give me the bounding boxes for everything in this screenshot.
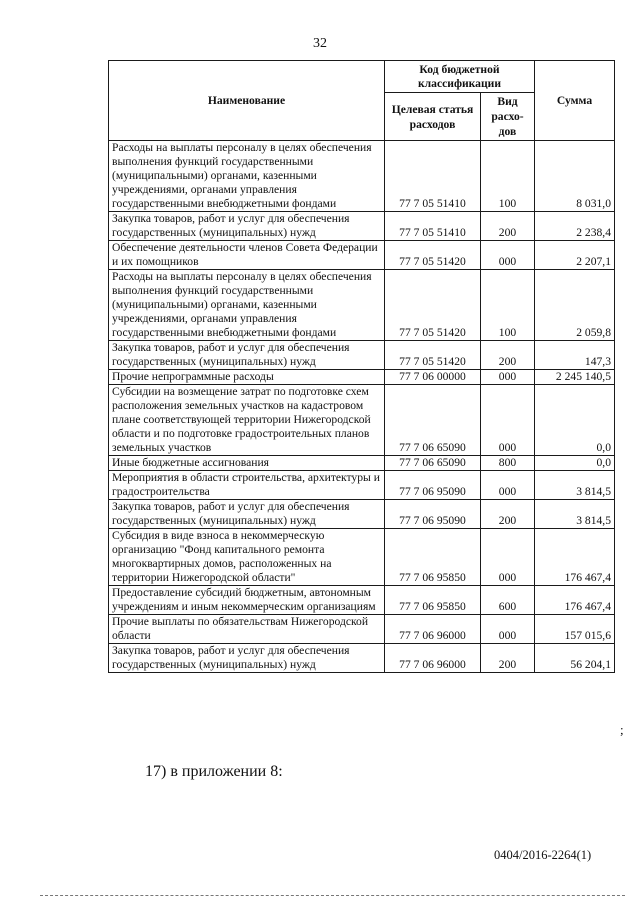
row-expense-type: 200 <box>481 644 535 673</box>
table-row <box>109 471 615 500</box>
row-expense-type: 200 <box>481 341 535 370</box>
row-expense-type: 000 <box>481 241 535 270</box>
table-row <box>109 212 615 241</box>
row-expense-type: 000 <box>481 385 535 456</box>
row-name: Закупка товаров, работ и услуг для обеспечения государственных (муниципальных) нужд <box>109 500 385 529</box>
row-name: Расходы на выплаты персоналу в целях обеспечения выполнения функций государственными (муниципальными) органами, казенными учреждениями, органами управления государственными внебюджетными фондами <box>109 141 385 212</box>
row-name: Расходы на выплаты персоналу в целях обеспечения выполнения функций государственными (муниципальными) органами, казенными учреждениями, органами управления государственными внебюджетными фондами <box>109 270 385 341</box>
row-sum: 176 467,4 <box>535 529 615 586</box>
row-sum: 56 204,1 <box>535 644 615 673</box>
row-name: Прочие непрограммные расходы <box>109 370 385 385</box>
row-expense-type: 000 <box>481 370 535 385</box>
header-target-article: Целевая статья расходов <box>385 93 481 141</box>
row-name: Прочие выплаты по обязательствам Нижегородской области <box>109 615 385 644</box>
row-target-code: 77 7 05 51410 <box>385 212 481 241</box>
row-target-code: 77 7 05 51420 <box>385 270 481 341</box>
table-row <box>109 385 615 456</box>
row-name: Закупка товаров, работ и услуг для обеспечения государственных (муниципальных) нужд <box>109 644 385 673</box>
document-code: 0404/2016-2264(1) <box>494 848 592 862</box>
row-sum: 157 015,6 <box>535 615 615 644</box>
row-target-code: 77 7 05 51420 <box>385 241 481 270</box>
row-name: Субсидии на возмещение затрат по подготовке схем расположения земельных участков на кадастровом плане соответствующей территории Нижегородской области и по подготовке градостроительных планов земельных участков <box>109 385 385 456</box>
header-code-group: Код бюджетной классификации <box>385 61 535 93</box>
row-target-code: 77 7 06 96000 <box>385 615 481 644</box>
row-name: Закупка товаров, работ и услуг для обеспечения государственных (муниципальных) нужд <box>109 341 385 370</box>
page-number: 32 <box>313 36 327 51</box>
table-row <box>109 456 615 471</box>
table-row <box>109 644 615 673</box>
row-sum: 2 059,8 <box>535 270 615 341</box>
row-target-code: 77 7 05 51410 <box>385 141 481 212</box>
row-sum: 176 467,4 <box>535 586 615 615</box>
row-name: Обеспечение деятельности членов Совета Федерации и их помощников <box>109 241 385 270</box>
header-name: Наименование <box>109 61 385 141</box>
row-expense-type: 000 <box>481 615 535 644</box>
table-row <box>109 529 615 586</box>
row-expense-type: 200 <box>481 212 535 241</box>
row-expense-type: 800 <box>481 456 535 471</box>
row-expense-type: 100 <box>481 270 535 341</box>
row-expense-type: 200 <box>481 500 535 529</box>
row-expense-type: 000 <box>481 471 535 500</box>
row-name: Мероприятия в области строительства, архитектуры и градостроительства <box>109 471 385 500</box>
row-sum: 8 031,0 <box>535 141 615 212</box>
row-expense-type: 000 <box>481 529 535 586</box>
row-target-code: 77 7 05 51420 <box>385 341 481 370</box>
row-sum: 0,0 <box>535 385 615 456</box>
row-name: Предоставление субсидий бюджетным, автономным учреждениям и иным некоммерческим организациям <box>109 586 385 615</box>
header-expense-type: Вид расхо-дов <box>481 93 535 141</box>
table-row <box>109 586 615 615</box>
row-sum: 2 207,1 <box>535 241 615 270</box>
appendix-note: 17) в приложении 8: <box>145 763 283 780</box>
row-sum: 3 814,5 <box>535 500 615 529</box>
table-row <box>109 141 615 212</box>
table-row <box>109 500 615 529</box>
row-target-code: 77 7 06 65090 <box>385 456 481 471</box>
table-row <box>109 341 615 370</box>
row-name: Закупка товаров, работ и услуг для обеспечения государственных (муниципальных) нужд <box>109 212 385 241</box>
header-sum: Сумма <box>535 61 615 141</box>
row-target-code: 77 7 06 00000 <box>385 370 481 385</box>
row-expense-type: 100 <box>481 141 535 212</box>
row-sum: 2 245 140,5 <box>535 370 615 385</box>
table-row <box>109 241 615 270</box>
row-sum: 0,0 <box>535 456 615 471</box>
row-name: Субсидия в виде взноса в некоммерческую организацию "Фонд капитального ремонта многоквартирных домов, расположенных на территории Нижегородской области" <box>109 529 385 586</box>
row-target-code: 77 7 06 96000 <box>385 644 481 673</box>
row-target-code: 77 7 06 65090 <box>385 385 481 456</box>
table-row <box>109 370 615 385</box>
row-target-code: 77 7 06 95090 <box>385 500 481 529</box>
table-row <box>109 615 615 644</box>
table-row <box>109 270 615 341</box>
budget-table <box>108 60 615 673</box>
row-expense-type: 600 <box>481 586 535 615</box>
row-target-code: 77 7 06 95850 <box>385 529 481 586</box>
table-terminator-semicolon: ; <box>620 722 624 737</box>
row-target-code: 77 7 06 95090 <box>385 471 481 500</box>
page-bottom-rule <box>40 895 625 896</box>
row-sum: 3 814,5 <box>535 471 615 500</box>
row-sum: 147,3 <box>535 341 615 370</box>
row-target-code: 77 7 06 95850 <box>385 586 481 615</box>
row-name: Иные бюджетные ассигнования <box>109 456 385 471</box>
row-sum: 2 238,4 <box>535 212 615 241</box>
